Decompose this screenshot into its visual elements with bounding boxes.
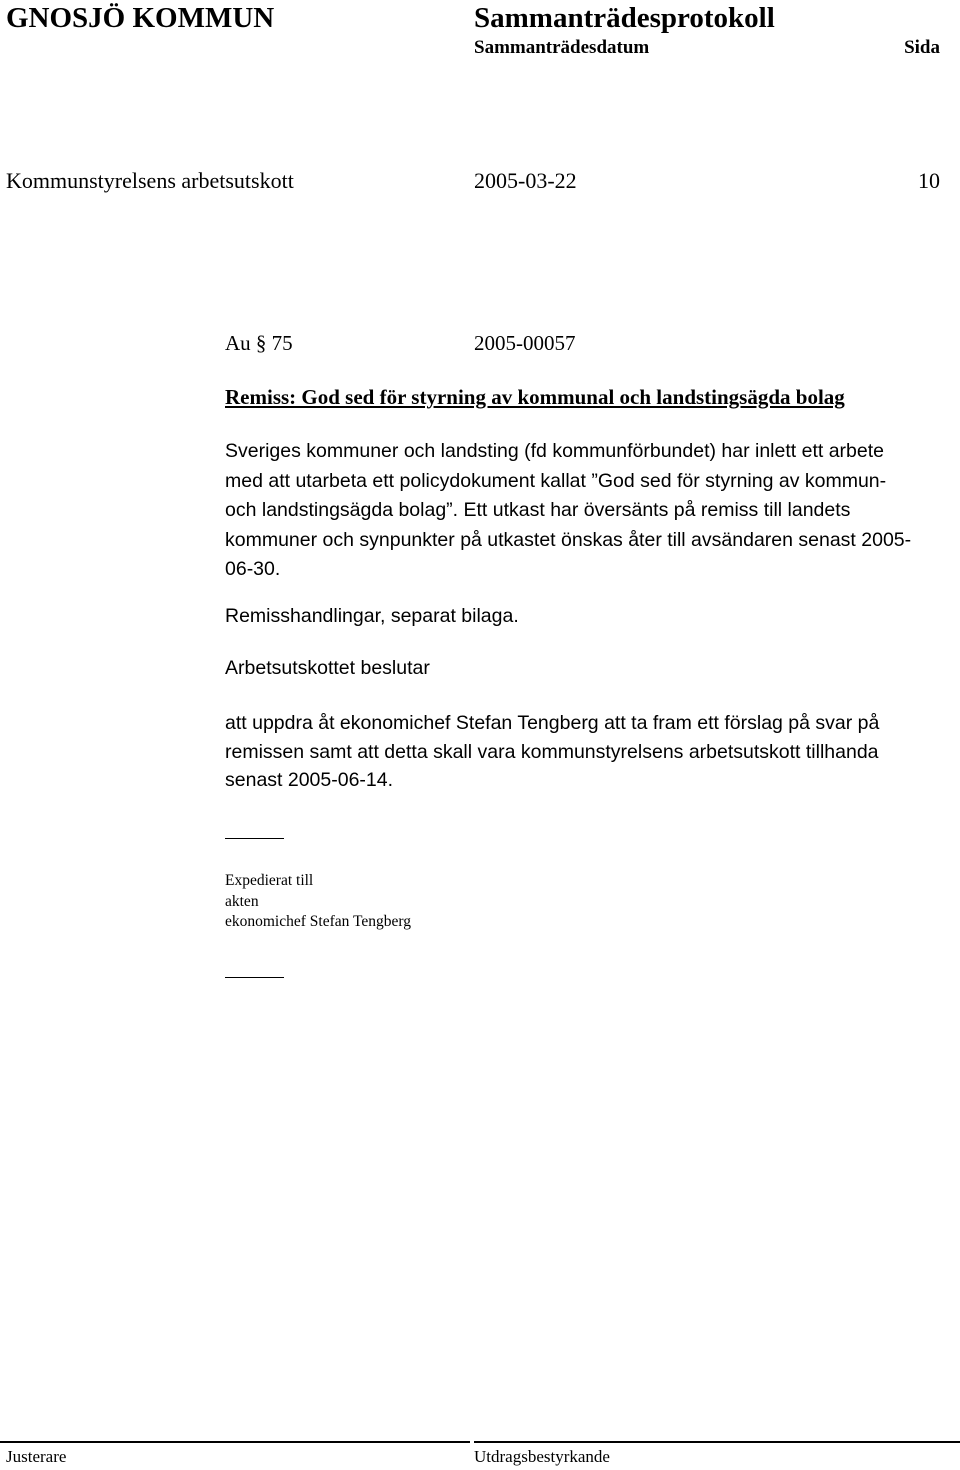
distribution-recipient: akten [225, 892, 259, 910]
committee-name: Kommunstyrelsens arbetsutskott [6, 168, 294, 193]
footer-justerare: Justerare [6, 1447, 67, 1466]
document-type: Sammanträdesprotokoll [474, 2, 775, 34]
municipality-name: GNOSJÖ KOMMUN [6, 2, 275, 34]
attachment-note: Remisshandlingar, separat bilaga. [225, 605, 519, 627]
decision-line: senast 2005-06-14. [225, 769, 394, 791]
decision-line: remissen samt att detta skall vara kommunstyrelsens arbetsutskott tillhanda [225, 740, 879, 763]
decision-heading: Arbetsutskottet beslutar [225, 657, 430, 679]
body-line: med att utarbeta ett policydokument kallat ”God sed för styrning av kommun- [225, 469, 887, 492]
distribution-list [225, 871, 960, 933]
meeting-date-label: Sammanträdesdatum [474, 37, 650, 58]
page-number: 10 [918, 168, 940, 193]
body-line: kommuner och synpunkter på utkastet önskas åter till avsändaren senast 2005- [225, 528, 912, 551]
distribution-recipient: ekonomichef Stefan Tengberg [225, 913, 412, 930]
decision-line: att uppdra åt ekonomichef Stefan Tengberg att ta fram ett förslag på svar på [225, 712, 880, 734]
footer-rule-left [0, 1441, 470, 1443]
footer-utdragsbestyrkande: Utdragsbestyrkande [474, 1447, 610, 1466]
case-number: 2005-00057 [474, 331, 576, 355]
meeting-date: 2005-03-22 [474, 168, 577, 193]
page-label: Sida [904, 37, 940, 58]
body-line: 06-30. [225, 558, 281, 580]
item-subject: Remiss: God sed för styrning av kommunal och landstingsägda bolag [225, 385, 845, 409]
body-line: och landstingsägda bolag”. Ett utkast har översänts på remiss till landets [225, 499, 851, 521]
decision-text [225, 709, 960, 795]
item-body [225, 437, 960, 585]
body-line: Sveriges kommuner och landsting (fd kommunförbundet) har inlett ett arbete [225, 440, 885, 462]
separator-line [225, 838, 284, 839]
paragraph-number: Au § 75 [225, 331, 293, 355]
separator-line [225, 977, 284, 978]
footer-rule-right [474, 1441, 960, 1443]
distribution-heading: Expedierat till [225, 872, 314, 889]
